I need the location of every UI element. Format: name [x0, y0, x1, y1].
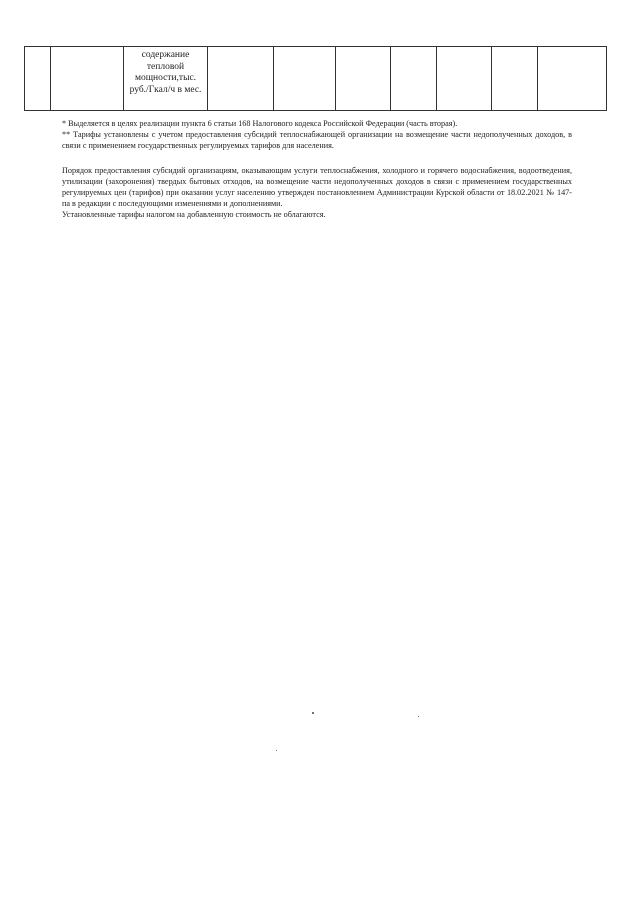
tariff-table	[24, 46, 607, 111]
footnote-vat-allocation: * Выделяется в целях реализации пункта 6 статьи 168 Налогового кодекса Российской Федерации (часть вторая).	[62, 119, 458, 128]
table-cell-name	[51, 47, 124, 111]
table-row	[25, 47, 607, 111]
subsidy-procedure-paragraph: Порядок предоставления субсидий организациям, оказывающим услуги теплоснабжения, холодного и горячего водоснабжения, водоотведения, утилизации (захоронения) твердых бытовых отходов, на возмещение части недополученных доходов в связи с применением государственных регулируемых цен (тарифов) при оказании услуг населению утвержден постановлением Администрации Курской области от 18.02.2021 № 147-па в редакции с последующими изменениями и дополнениями.	[62, 166, 572, 208]
table-cell-value	[274, 47, 336, 111]
footnotes-section	[62, 118, 572, 220]
scan-speck	[312, 712, 314, 714]
table-cell-number	[25, 47, 51, 111]
footnote-subsidies: ** Тарифы установлены с учетом предоставления субсидий теплоснабжающей организации на возмещение части недополученных доходов, в связи с применением государственных регулируемых тарифов для населения.	[62, 130, 572, 150]
table-cell-value	[538, 47, 607, 111]
vat-exemption-note: Установленные тарифы налогом на добавленную стоимость не облагаются.	[62, 210, 326, 219]
table-cell-value	[437, 47, 492, 111]
table-cell-description: содержание тепловой мощности,тыс. руб./Гкал/ч в мес.	[124, 47, 208, 111]
scan-speck	[276, 750, 277, 751]
table-cell-value	[492, 47, 538, 111]
scan-speck	[418, 716, 419, 717]
table-cell-value	[208, 47, 274, 111]
paragraph-gap	[62, 151, 572, 165]
table-cell-value	[391, 47, 437, 111]
table-cell-value	[336, 47, 391, 111]
